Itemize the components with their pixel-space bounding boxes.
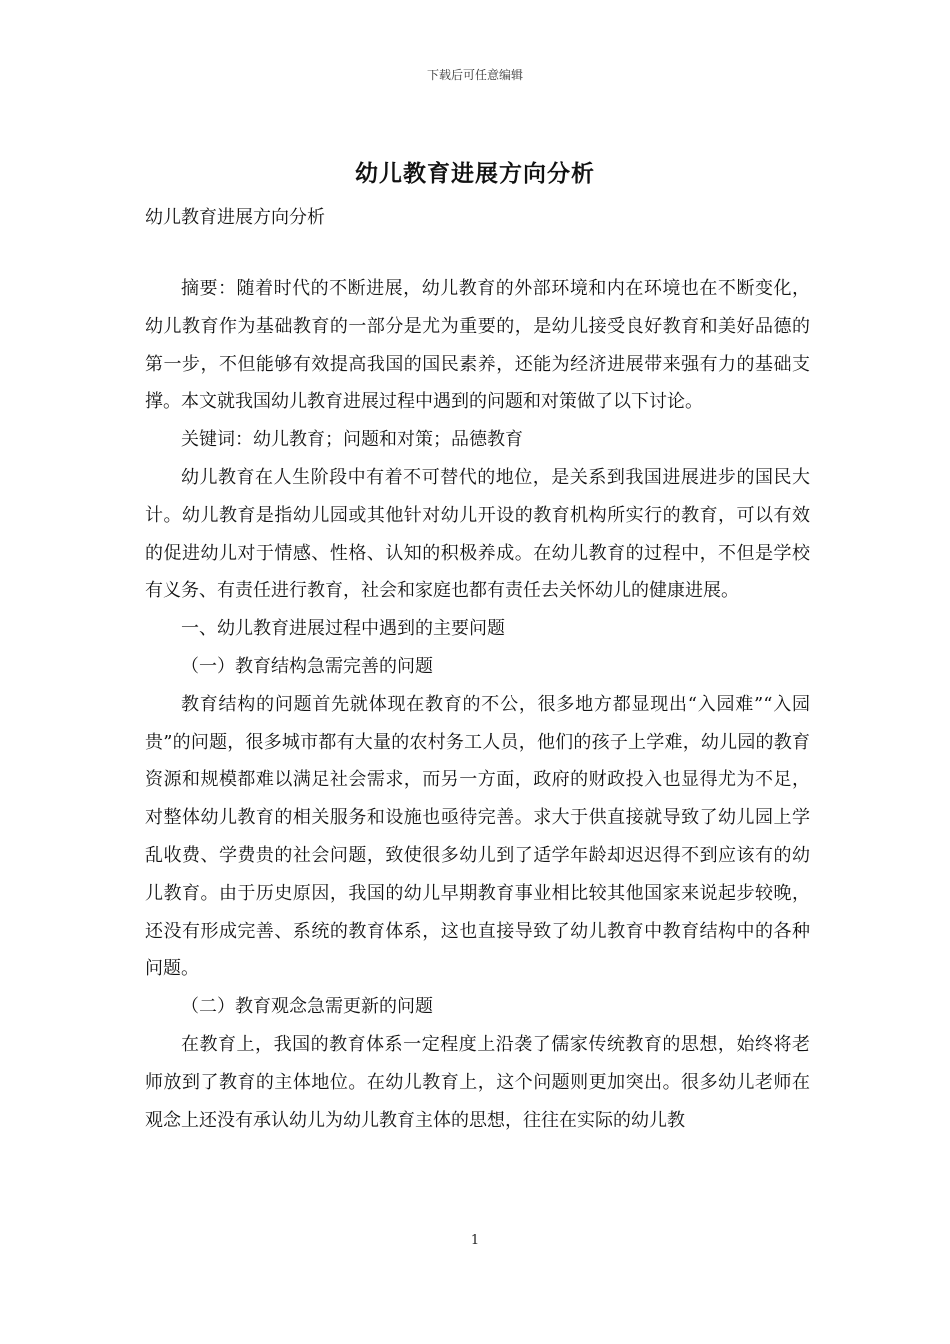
- body-paragraph: 幼儿教育在人生阶段中有着不可替代的地位，是关系到我国进展进步的国民大计。幼儿教育是指幼儿园或其他针对幼儿开设的教育机构所实行的教育，可以有效的促进幼儿对于情感、性格、认知的积极养成。在幼儿教育的过程中，不但是学校有义务、有责任进行教育，社会和家庭也都有责任去关怀幼儿的健康进展。: [145, 466, 810, 602]
- page-header: 下载后可任意编辑: [426, 68, 523, 82]
- subsection-heading: （一）教育结构急需完善的问题: [181, 655, 433, 677]
- document-body: [145, 270, 810, 1139]
- subsection-heading: （二）教育观念急需更新的问题: [181, 996, 433, 1018]
- page-number: 1: [470, 1233, 480, 1248]
- body-paragraph: 教育结构的问题首先就体现在教育的不公，很多地方都显现出“入园难”“入园贵”的问题，很多城市都有大量的农村务工人员，他们的孩子上学难，幼儿园的教育资源和规模都难以满足社会需求，而另一方面，政府的财政投入也显得尤为不足，对整体幼儿教育的相关服务和设施也亟待完善。求大于供直接就导致了幼儿园上学乱收费、学费贵的社会问题，致使很多幼儿到了适学年龄却迟迟得不到应该有的幼儿教育。由于历史原因，我国的幼儿早期教育事业相比较其他国家来说起步较晚，还没有形成完善、系统的教育体系，这也直接导致了幼儿教育中教育结构中的各种问题。: [145, 693, 810, 980]
- document-subtitle: 幼儿教育进展方向分析: [145, 207, 325, 228]
- section-heading: 一、幼儿教育进展过程中遇到的主要问题: [181, 618, 505, 640]
- document-title: 幼儿教育进展方向分析: [355, 160, 595, 187]
- keywords-paragraph: 关键词：幼儿教育；问题和对策；品德教育: [181, 429, 523, 451]
- body-paragraph: 在教育上，我国的教育体系一定程度上沿袭了儒家传统教育的思想，始终将老师放到了教育的主体地位。在幼儿教育上，这个问题则更加突出。很多幼儿老师在观念上还没有承认幼儿为幼儿教育主体的思想，往往在实际的幼儿教: [145, 1033, 810, 1131]
- abstract-paragraph: 摘要：随着时代的不断进展，幼儿教育的外部环境和内在环境也在不断变化，幼儿教育作为基础教育的一部分是尤为重要的，是幼儿接受良好教育和美好品德的第一步，不但能够有效提高我国的国民素养，还能为经济进展带来强有力的基础支撑。本文就我国幼儿教育进展过程中遇到的问题和对策做了以下讨论。: [145, 278, 810, 413]
